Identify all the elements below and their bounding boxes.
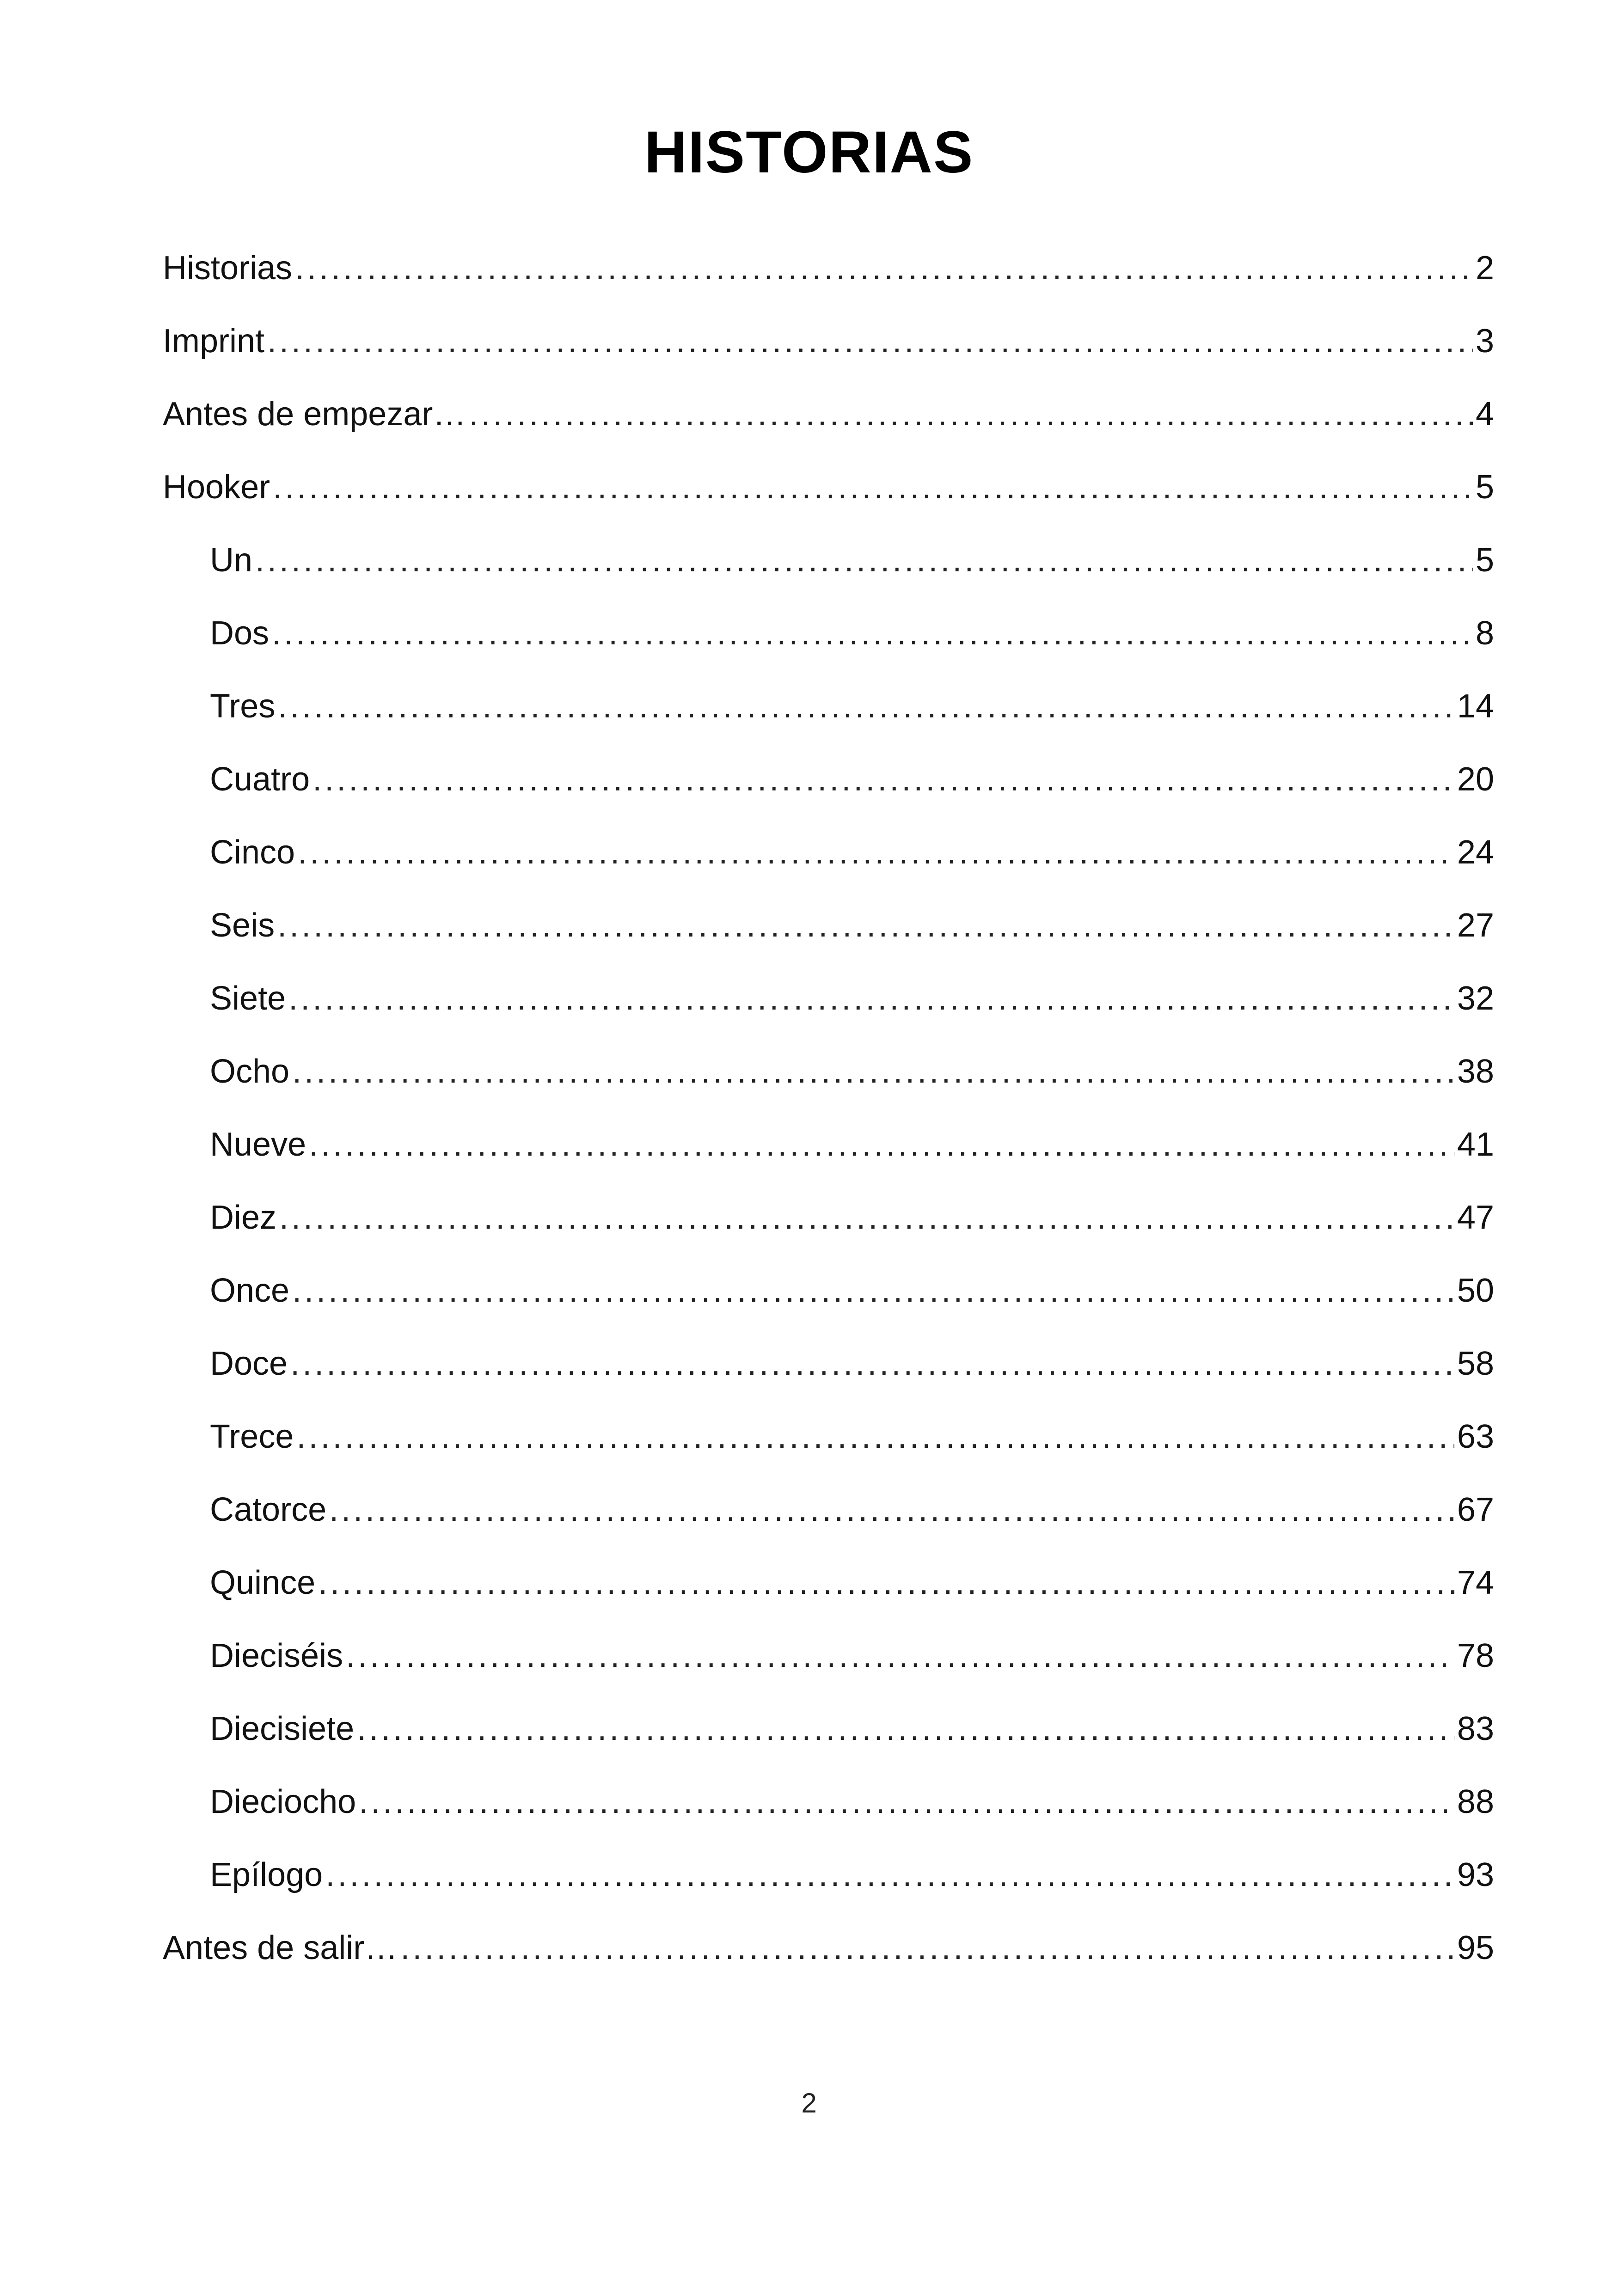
toc-entry-label: Ocho xyxy=(210,1053,290,1090)
toc-entry[interactable] xyxy=(163,391,1494,464)
toc-entry[interactable] xyxy=(163,1779,1494,1852)
toc-entry[interactable] xyxy=(163,1706,1494,1779)
toc-entry[interactable] xyxy=(163,1414,1494,1487)
toc-entry[interactable] xyxy=(163,1121,1494,1194)
toc-entry-page: 24 xyxy=(1457,834,1494,871)
toc-entry[interactable] xyxy=(163,975,1494,1048)
dot-leader xyxy=(309,1121,1454,1168)
toc-entry-page: 67 xyxy=(1457,1491,1494,1528)
toc-entry-page: 14 xyxy=(1457,688,1494,725)
toc-entry-page: 83 xyxy=(1457,1710,1494,1747)
toc-entry-page: 50 xyxy=(1457,1272,1494,1309)
toc-entry[interactable] xyxy=(163,756,1494,829)
table-of-contents xyxy=(163,245,1494,1998)
toc-entry-label: Hooker xyxy=(163,469,270,506)
toc-entry-label: Dieciocho xyxy=(210,1783,356,1820)
toc-entry[interactable] xyxy=(163,245,1494,318)
toc-entry-label: Doce xyxy=(210,1345,288,1382)
toc-entry-label: Historias xyxy=(163,250,293,287)
toc-entry-page: 4 xyxy=(1475,396,1494,433)
toc-entry-label: Nueve xyxy=(210,1126,306,1163)
dot-leader xyxy=(357,1706,1454,1752)
toc-entry[interactable] xyxy=(163,1633,1494,1706)
toc-entry-label: Once xyxy=(210,1272,290,1309)
toc-entry-label: Dos xyxy=(210,615,270,652)
dot-leader xyxy=(329,1487,1454,1533)
toc-entry-label: Imprint xyxy=(163,323,265,360)
dot-leader xyxy=(296,1414,1454,1460)
toc-entry[interactable] xyxy=(163,1267,1494,1341)
dot-leader xyxy=(298,829,1454,876)
toc-entry-label: Cuatro xyxy=(210,761,310,798)
toc-entry-label: Tres xyxy=(210,688,276,725)
toc-entry-label: Siete xyxy=(210,980,286,1017)
dot-leader xyxy=(318,1560,1454,1606)
toc-entry-label: Catorce xyxy=(210,1491,327,1528)
toc-entry[interactable] xyxy=(163,902,1494,975)
toc-entry[interactable] xyxy=(163,1194,1494,1267)
dot-leader xyxy=(272,610,1473,656)
dot-leader xyxy=(400,1925,1454,1971)
toc-entry[interactable] xyxy=(163,1487,1494,1560)
toc-entry[interactable] xyxy=(163,537,1494,610)
toc-entry-page: 58 xyxy=(1457,1345,1494,1382)
dot-leader xyxy=(295,245,1473,291)
page-title: HISTORIAS xyxy=(644,119,974,185)
toc-entry-page: 5 xyxy=(1475,542,1494,579)
toc-entry-label: Diecisiete xyxy=(210,1710,355,1747)
toc-entry-page: 32 xyxy=(1457,980,1494,1017)
toc-entry-page: 47 xyxy=(1457,1199,1494,1236)
dot-leader xyxy=(359,1779,1454,1825)
toc-entry[interactable] xyxy=(163,1341,1494,1414)
toc-entry-label: Antes de salir… xyxy=(163,1929,398,1966)
toc-entry-label: Quince xyxy=(210,1564,316,1601)
dot-leader xyxy=(346,1633,1454,1679)
toc-entry[interactable] xyxy=(163,464,1494,537)
toc-entry-page: 74 xyxy=(1457,1564,1494,1601)
dot-leader xyxy=(292,1267,1454,1314)
toc-entry-page: 63 xyxy=(1457,1418,1494,1455)
page-number: 2 xyxy=(801,2088,817,2118)
dot-leader xyxy=(267,318,1473,364)
toc-entry-page: 20 xyxy=(1457,761,1494,798)
toc-entry[interactable] xyxy=(163,683,1494,756)
dot-leader xyxy=(290,1341,1454,1387)
toc-entry[interactable] xyxy=(163,318,1494,391)
dot-leader xyxy=(279,1194,1454,1241)
dot-leader xyxy=(313,756,1454,802)
toc-entry-label: Diez xyxy=(210,1199,277,1236)
toc-entry[interactable] xyxy=(163,829,1494,902)
toc-entry-page: 93 xyxy=(1457,1856,1494,1893)
toc-entry-page: 38 xyxy=(1457,1053,1494,1090)
toc-entry-label: Trece xyxy=(210,1418,294,1455)
toc-entry-page: 78 xyxy=(1457,1637,1494,1674)
toc-entry-page: 41 xyxy=(1457,1126,1494,1163)
toc-entry-label: Epílogo xyxy=(210,1856,323,1893)
toc-entry-page: 2 xyxy=(1475,250,1494,287)
toc-entry[interactable] xyxy=(163,610,1494,683)
dot-leader xyxy=(278,683,1454,729)
toc-entry[interactable] xyxy=(163,1925,1494,1998)
toc-entry-label: Seis xyxy=(210,907,275,944)
toc-entry-label: Cinco xyxy=(210,834,295,871)
dot-leader xyxy=(292,1048,1454,1095)
dot-leader xyxy=(469,391,1473,437)
toc-entry-label: Antes de empezar… xyxy=(163,396,466,433)
toc-entry-page: 95 xyxy=(1457,1929,1494,1966)
toc-entry-label: Dieciséis xyxy=(210,1637,343,1674)
dot-leader xyxy=(273,464,1473,510)
toc-entry-page: 88 xyxy=(1457,1783,1494,1820)
toc-entry[interactable] xyxy=(163,1852,1494,1925)
dot-leader xyxy=(288,975,1454,1022)
toc-entry-page: 27 xyxy=(1457,907,1494,944)
dot-leader xyxy=(255,537,1473,583)
dot-leader xyxy=(277,902,1454,949)
dot-leader xyxy=(325,1852,1454,1898)
toc-entry-label: Un xyxy=(210,542,253,579)
toc-entry-page: 5 xyxy=(1475,469,1494,506)
toc-entry-page: 8 xyxy=(1475,615,1494,652)
toc-entry-page: 3 xyxy=(1475,323,1494,360)
toc-entry[interactable] xyxy=(163,1560,1494,1633)
toc-entry[interactable] xyxy=(163,1048,1494,1121)
